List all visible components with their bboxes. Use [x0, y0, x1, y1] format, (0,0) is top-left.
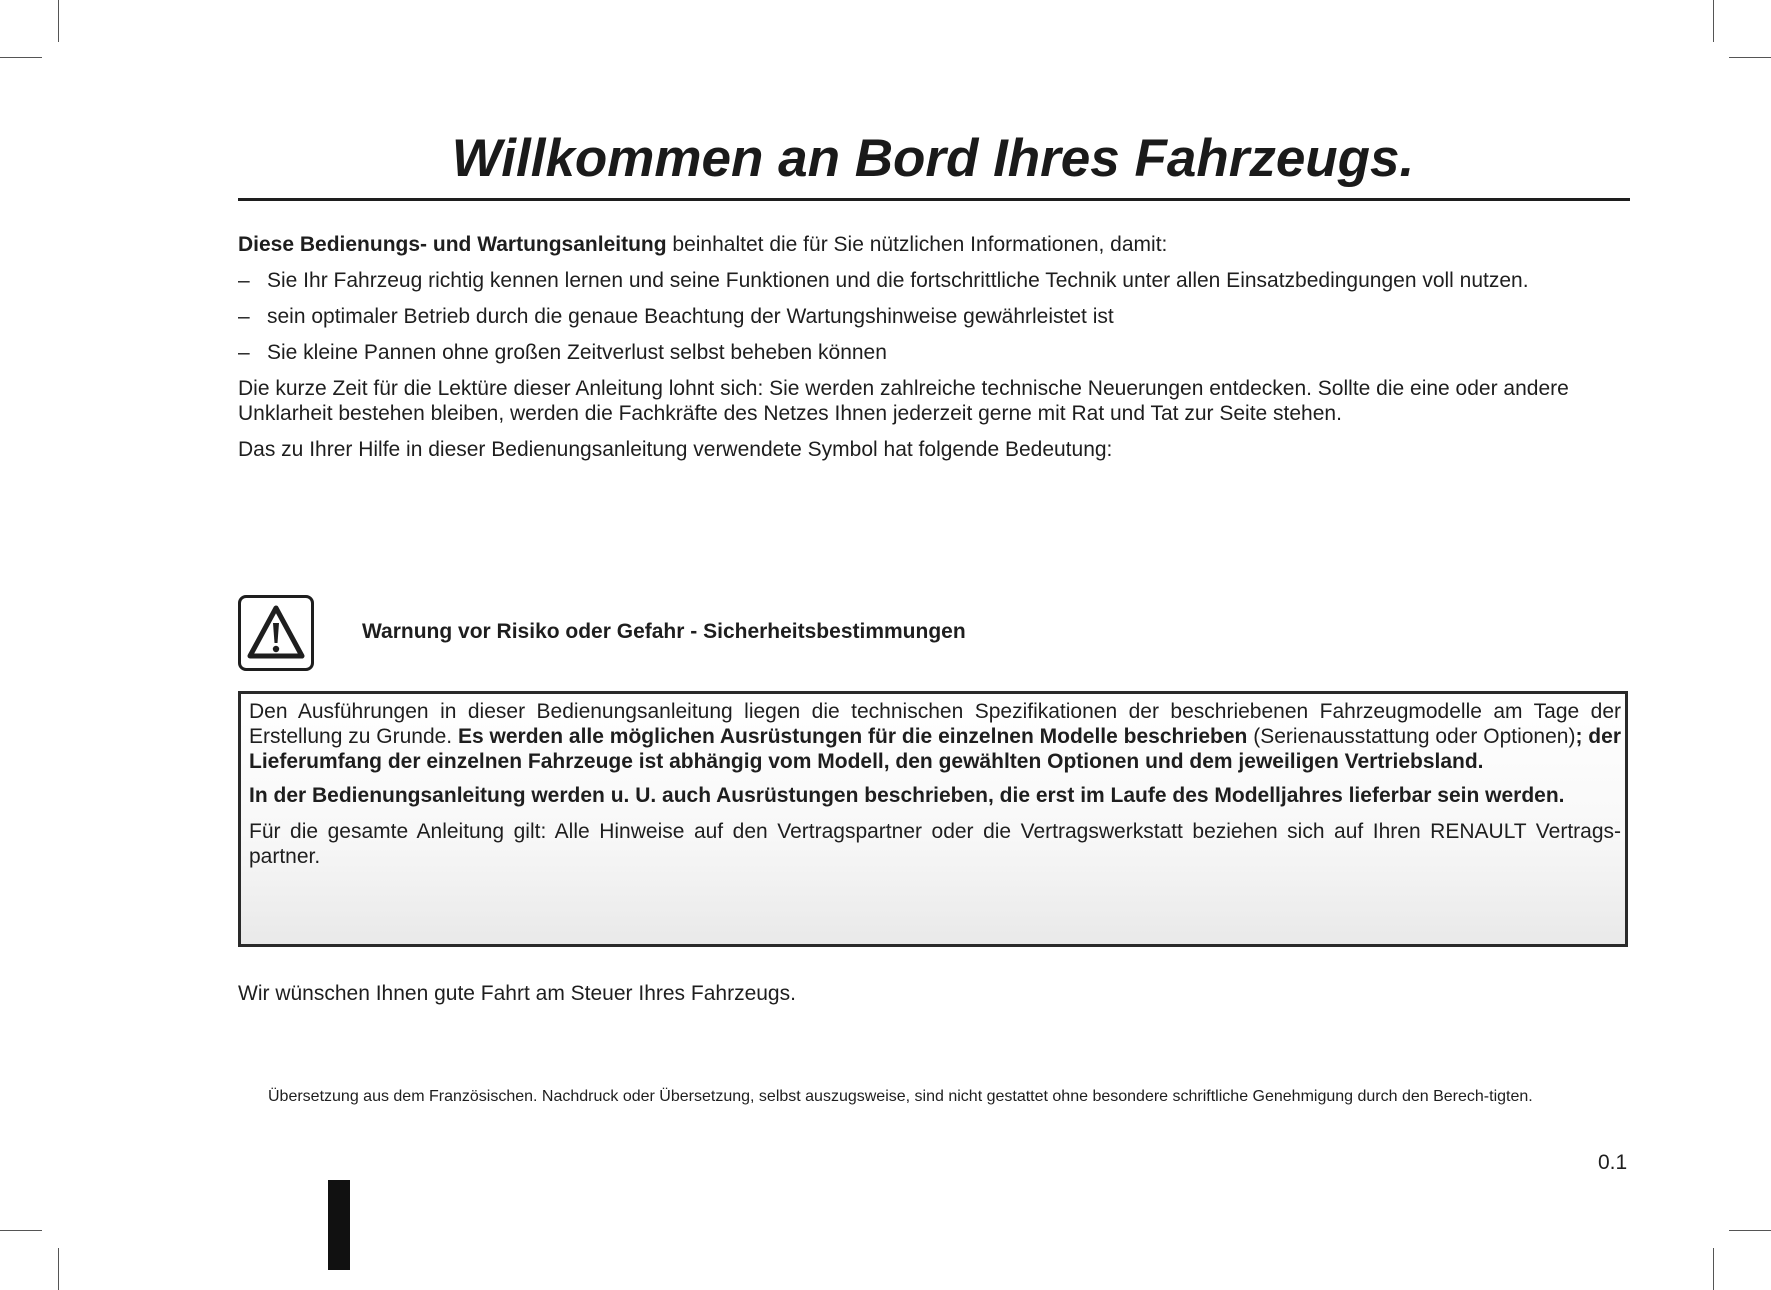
warning-label: Warnung vor Risiko oder Gefahr - Sicherheitsbestimmungen: [362, 620, 966, 643]
footnote: Übersetzung aus dem Französischen. Nachdruck oder Übersetzung, selbst auszugsweise, sind nicht gestattet ohne besondere schriftliche Genehmigung durch den Berech-tigten.: [268, 1088, 1533, 1105]
notice-paragraph-3: Für die gesamte Anleitung gilt: Alle Hinweise auf den Vertragspartner oder die Vertragswerkstatt beziehen sich auf Ihren RENAULT Vertrags-partner.: [249, 820, 1621, 868]
notice-box: [238, 691, 1628, 947]
bullet-text: sein optimaler Betrieb durch die genaue Beachtung der Wartungshinweise gewährleistet ist: [267, 305, 1114, 328]
intro-rest: beinhaltet die für Sie nützlichen Informationen, damit:: [666, 233, 1168, 256]
crop-mark: [1713, 1248, 1714, 1290]
crop-mark: [1713, 0, 1714, 42]
notice-text: Den Ausführungen in dieser Bedienungsanleitung liegen die technischen Spezifikationen der beschriebenen Fahrzeugmodelle am Tage der Erstellung zu Grunde.: [249, 700, 1621, 748]
reading-paragraph: Die kurze Zeit für die Lektüre dieser Anleitung lohnt sich: Sie werden zahlreiche technische Neuerungen entdecken. Sollte die eine oder andere Unklarheit bestehen bleiben, werden die Fachkräfte des Netzes Ihnen jederzeit gerne mit Rat und Tat zur Seite stehen.: [238, 377, 1569, 425]
bullet-text: Sie Ihr Fahrzeug richtig kennen lernen und seine Funktionen und die fortschrittliche Technik unter allen Einsatzbedingungen voll nutzen.: [267, 269, 1529, 292]
notice-bold: ; der Lieferumfang der einzelnen Fahrzeuge ist abhängig vom Modell, den gewählten Optionen und dem jeweiligen Vertriebsland.: [249, 725, 1621, 773]
bullet-text: Sie kleine Pannen ohne großen Zeitverlust selbst beheben können: [267, 341, 887, 364]
intro-bold: Diese Bedienungs- und Wartungsanleitung: [238, 233, 667, 256]
crop-mark: [0, 57, 42, 58]
notice-bold: Es werden alle möglichen Ausrüstungen für die einzelnen Modelle beschrieben: [458, 725, 1248, 748]
bullet-dash: –: [238, 269, 250, 292]
page-title: Willkommen an Bord Ihres Fahrzeugs.: [451, 129, 1415, 188]
intro-paragraph: [238, 232, 1630, 257]
notice-text: (Serienausstattung oder Optionen): [1247, 725, 1576, 748]
bullet-dash: –: [238, 341, 250, 364]
title-rule: [238, 198, 1630, 201]
page-number: 0.1: [1598, 1151, 1628, 1174]
crop-mark: [58, 0, 59, 42]
bullet-dash: –: [238, 305, 250, 328]
symbol-paragraph: Das zu Ihrer Hilfe in dieser Bedienungsanleitung verwendete Symbol hat folgende Bedeutung:: [238, 438, 1113, 461]
crop-mark: [1729, 1230, 1771, 1231]
crop-mark: [0, 1230, 42, 1231]
crop-mark: [1729, 57, 1771, 58]
warning-triangle-icon: [238, 595, 314, 671]
notice-paragraph-1: [249, 699, 1621, 774]
notice-paragraph-2: In der Bedienungsanleitung werden u. U. auch Ausrüstungen beschrieben, die erst im Laufe des Modelljahres lieferbar sein werden.: [249, 784, 1565, 807]
section-thumb-tab: [328, 1180, 350, 1270]
crop-mark: [58, 1248, 59, 1290]
closing-text: Wir wünschen Ihnen gute Fahrt am Steuer Ihres Fahrzeugs.: [238, 982, 796, 1005]
